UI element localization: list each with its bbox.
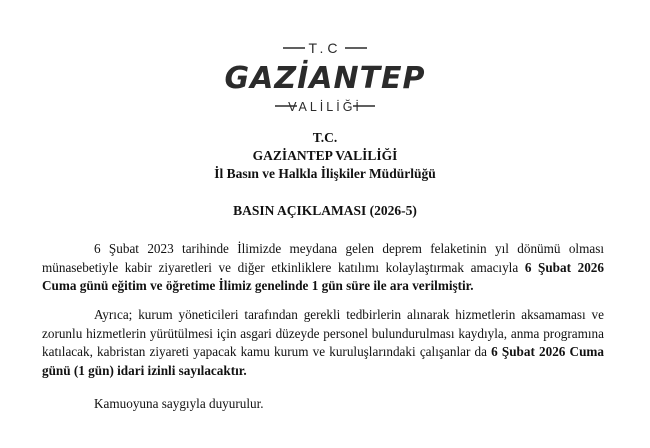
logo-top-text: T.C [308,40,342,56]
paragraph-1 [42,240,604,296]
logo-main-text: GAZİANTEP [224,61,426,96]
paragraph-2 [42,306,604,380]
paragraph-2-bold: 6 Şubat 2026 Cuma günü (1 gün) idari izinli sayılacaktır. [42,344,604,378]
header-tc: T.C. [312,130,338,145]
paragraph-3-text: Kamuoyuna saygıyla duyurulur. [94,396,264,411]
header-valilik: GAZİANTEP VALİLİĞİ [252,148,398,163]
document-title: BASIN AÇIKLAMASI (2026-5) [233,203,417,218]
paragraph-1-text: 6 Şubat 2023 tarihinde İlimizde meydana gelen deprem felaketinin yıl dönümü olması münasebetiyle kabir ziyaretleri ve diğer etkinliklere katılımı kolaylaştırmak amacıyla [42,241,604,275]
logo-sub-text: VALİLİĞİ [288,100,362,114]
header-mudurluk: İl Basın ve Halkla İlişkiler Müdürlüğü [214,166,436,181]
paragraph-2-text: Ayrıca; kurum yöneticileri tarafından gerekli tedbirlerin alınarak hizmetlerin aksamaması ve zorunlu hizmetlerin yürütülmesi için asgari düzeyde personel bulundurulması kaydıyla, anma programına katılacak, kabristan ziyareti yapacak kamu kurum ve kuruluşlarındaki çalışanlar da [42,307,604,360]
paragraph-3 [42,395,604,414]
gaziantep-valiligi-logo [0,0,650,130]
paragraph-1-bold: 6 Şubat 2026 Cuma günü eğitim ve öğretime İlimiz genelinde 1 gün süre ile ara verilmiştir. [42,259,604,294]
